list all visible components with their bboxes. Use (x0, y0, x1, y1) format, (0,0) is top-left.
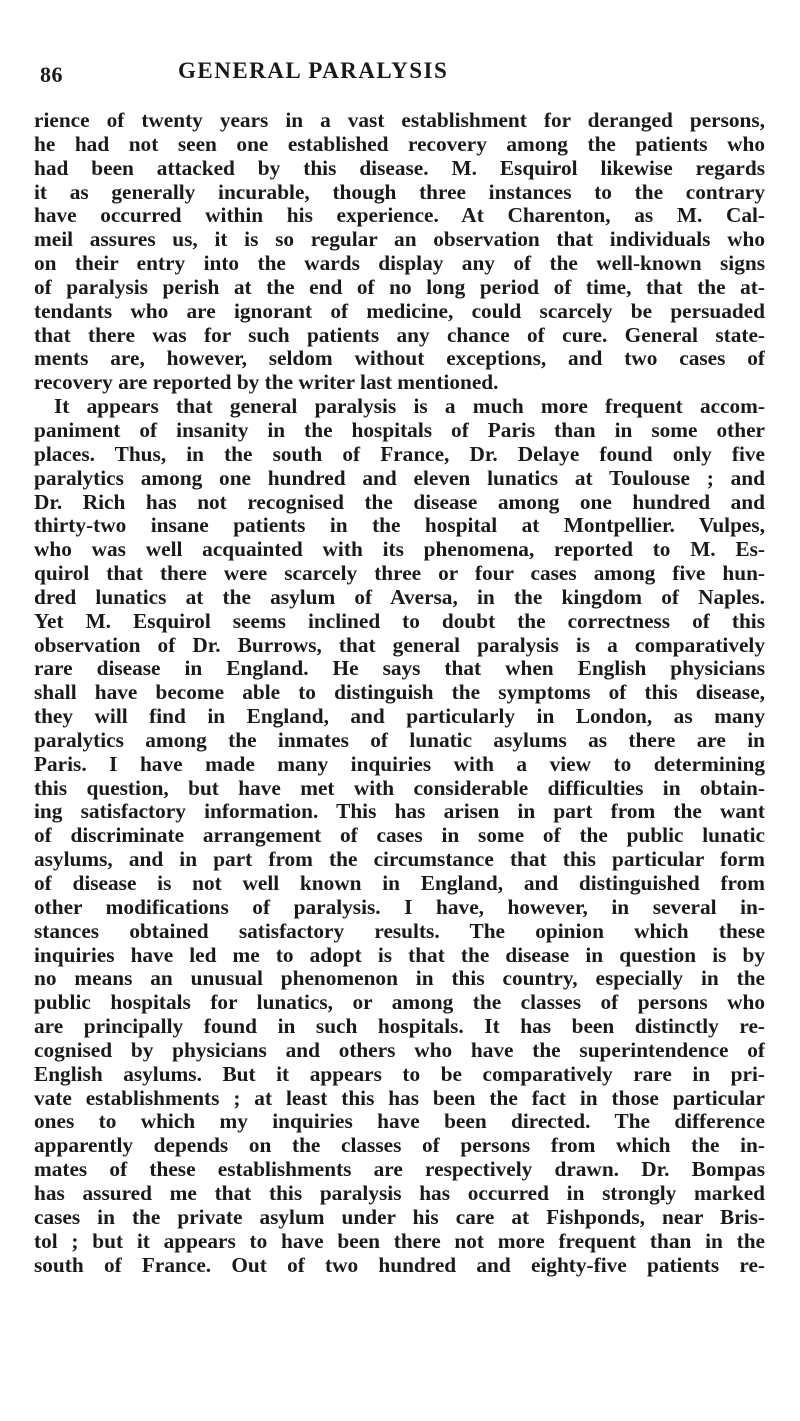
text-line: rience of twenty years in a vast establishment for deranged persons, (34, 109, 765, 132)
text-line: inquiries have led me to adopt is that the disease in question is by (34, 943, 765, 967)
text-line: observation of Dr. Burrows, that general paralysis is a comparatively (34, 633, 765, 657)
text-line: that there was for such patients any chance of cure. General state- (34, 323, 765, 347)
text-line: he had not seen one established recovery among the patients who (34, 132, 765, 156)
text-line: English asylums. But it appears to be comparatively rare in pri- (34, 1062, 765, 1086)
text-line: of paralysis perish at the end of no long period of time, that the at- (34, 275, 765, 299)
text-line: shall have become able to distinguish the symptoms of this disease, (34, 681, 765, 705)
text-line: they will find in England, and particularly in London, as many (34, 705, 765, 729)
text-line: paniment of insanity in the hospitals of Paris than in some other (34, 418, 765, 442)
text-line: who was well acquainted with its phenomena, reported to M. Es- (34, 538, 765, 562)
text-line: cognised by physicians and others who have the superintendence of (34, 1038, 765, 1062)
text-line: mates of these establishments are respectively drawn. Dr. Bompas (34, 1158, 765, 1182)
text-line: apparently depends on the classes of persons from which the in- (34, 1134, 765, 1158)
text-line: thirty-two insane patients in the hospital at Montpellier. Vulpes, (34, 514, 765, 538)
text-line: paralytics among the inmates of lunatic asylums as there are in (34, 728, 765, 752)
text-line: cases in the private asylum under his care at Fishponds, near Bris- (34, 1205, 765, 1229)
text-line: of discriminate arrangement of cases in some of the public lunatic (34, 824, 765, 848)
running-head: GENERAL PARALYSIS (178, 58, 449, 83)
text-line: this question, but have met with considerable difficulties in obtain- (34, 776, 765, 800)
text-line: had been attacked by this disease. M. Esquirol likewise regards (34, 156, 765, 180)
text-line: asylums, and in part from the circumstance that this particular form (34, 848, 765, 872)
text-line: of disease is not well known in England, and distinguished from (34, 872, 765, 895)
text-line: tol ; but it appears to have been there not more frequent than in the (34, 1229, 765, 1253)
text-line: ones to which my inquiries have been directed. The difference (34, 1110, 765, 1134)
text-line: vate establishments ; at least this has been the fact in those particular (34, 1086, 765, 1110)
text-line: are principally found in such hospitals. It has been distinctly re- (34, 1015, 765, 1039)
text-line: Paris. I have made many inquiries with a view to determining (34, 752, 765, 776)
text-line: it as generally incurable, though three instances to the contrary (34, 180, 765, 204)
text-line: It appears that general paralysis is a much more frequent accom- (54, 395, 765, 419)
text-line: other modifications of paralysis. I have, however, in several in- (34, 895, 765, 919)
text-line: quirol that there were scarcely three or four cases among five hun- (34, 562, 765, 586)
text-line: paralytics among one hundred and eleven lunatics at Toulouse ; and (34, 466, 765, 490)
text-line: recovery are reported by the writer last mentioned. (34, 371, 499, 395)
text-line: tendants who are ignorant of medicine, could scarcely be persuaded (34, 299, 765, 323)
page-header (40, 58, 740, 92)
text-line: rare disease in England. He says that when English physicians (34, 657, 765, 681)
text-line: no means an unusual phenomenon in this country, especially in the (34, 967, 765, 991)
text-line: Dr. Rich has not recognised the disease among one hundred and (34, 490, 765, 514)
text-line: ing satisfactory information. This has arisen in part from the want (34, 800, 765, 824)
text-line: south of France. Out of two hundred and eighty-five patients re- (34, 1253, 765, 1277)
text-line: public hospitals for lunatics, or among the classes of persons who (34, 991, 765, 1015)
text-line: stances obtained satisfactory results. The opinion which these (34, 919, 765, 943)
body-text (34, 109, 765, 1277)
text-line: places. Thus, in the south of France, Dr. Delaye found only five (34, 442, 765, 466)
page-number: 86 (40, 62, 63, 87)
text-line: meil assures us, it is so regular an observation that individuals who (34, 228, 765, 252)
text-line: has assured me that this paralysis has occurred in strongly marked (34, 1181, 765, 1205)
text-line: on their entry into the wards display any of the well-known signs (34, 252, 765, 276)
text-line: Yet M. Esquirol seems inclined to doubt the correctness of this (34, 609, 765, 633)
text-line: ments are, however, seldom without exceptions, and two cases of (34, 347, 765, 371)
text-line: have occurred within his experience. At Charenton, as M. Cal- (34, 204, 765, 228)
text-line: dred lunatics at the asylum of Aversa, in the kingdom of Naples. (34, 585, 765, 609)
